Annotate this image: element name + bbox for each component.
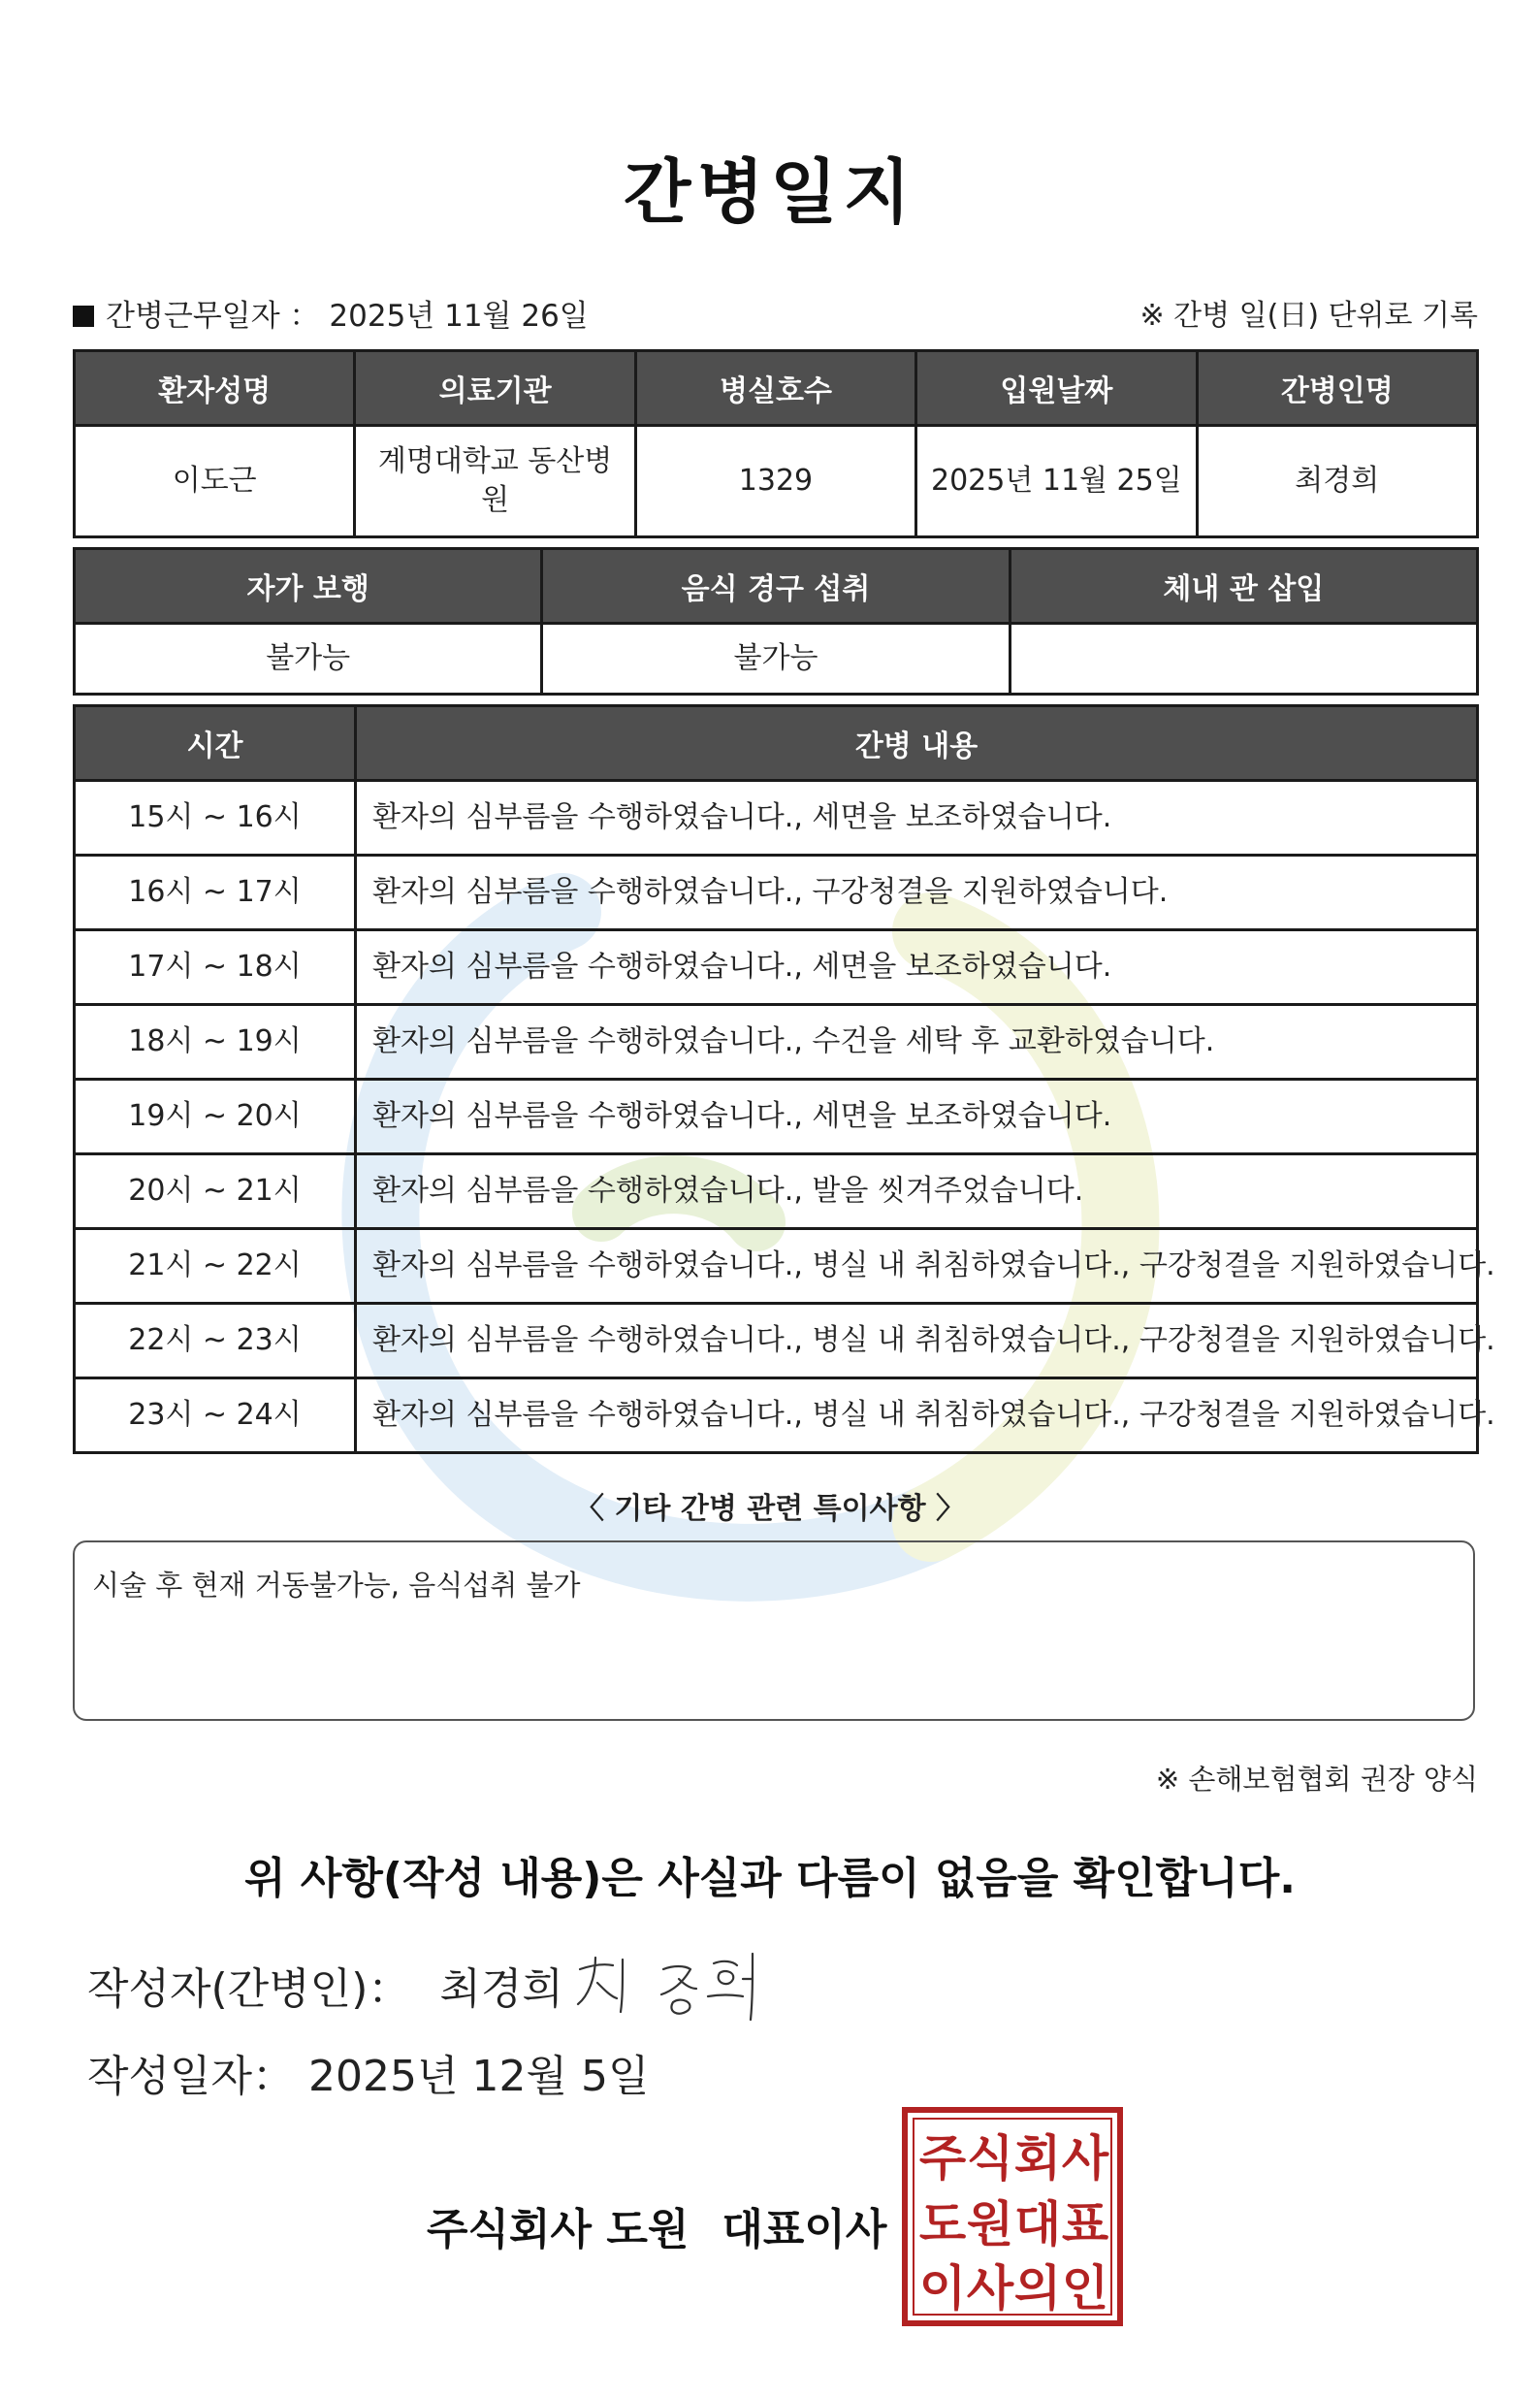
form-note: ※ 손해보험협회 권장 양식 [1155,1763,1478,1796]
header-admission-date: 입원날짜 [916,351,1197,426]
square-bullet-icon [73,306,94,327]
company-line [427,2194,886,2256]
svg-text:의: 의 [1013,2260,1062,2317]
company-name: 주식회사 도원 [427,2205,690,2254]
log-time: 21시 ~ 22시 [75,1229,356,1304]
header-care-content: 간병 내용 [356,706,1478,781]
log-content: 환자의 심부름을 수행하였습니다., 구강청결을 지원하였습니다. [356,856,1478,930]
writer-name: 최경희 [439,1964,563,2014]
written-date-line [87,2041,649,2103]
unit-note: ※ 간병 일(日) 단위로 기록 [1139,299,1478,333]
log-time: 19시 ~ 20시 [75,1080,356,1154]
log-content: 환자의 심부름을 수행하였습니다., 세면을 보조하였습니다. [356,781,1478,856]
table-row [75,1304,1478,1378]
svg-text:식: 식 [966,2130,1014,2187]
log-content: 환자의 심부름을 수행하였습니다., 세면을 보조하였습니다. [356,1080,1478,1154]
log-content: 환자의 심부름을 수행하였습니다., 발을 씻겨주었습니다. [356,1154,1478,1229]
confirmation-statement: 위 사항(작성 내용)은 사실과 다름이 없음을 확인합니다. [244,1854,1296,1903]
patient-info-value-row [75,426,1478,537]
header-caregiver-name: 간병인명 [1197,351,1477,426]
table-row [75,1005,1478,1080]
log-time: 23시 ~ 24시 [75,1378,356,1453]
written-date-label: 작성일자： [87,2052,296,2101]
svg-text:사: 사 [966,2260,1014,2317]
patient-status-table [73,547,1479,696]
svg-text:사: 사 [1061,2130,1109,2187]
table-row [75,781,1478,856]
caregiver-name: 최경희 [1197,426,1477,537]
log-content: 환자의 심부름을 수행하였습니다., 수건을 세탁 후 교환하였습니다. [356,1005,1478,1080]
log-content: 환자의 심부름을 수행하였습니다., 세면을 보조하였습니다. [356,930,1478,1005]
svg-text:대: 대 [1013,2196,1062,2252]
company-seal-stamp [902,2107,1123,2326]
svg-text:원: 원 [966,2196,1014,2252]
table-row [75,856,1478,930]
patient-info-table [73,349,1479,538]
svg-text:회: 회 [1013,2130,1062,2187]
special-notes-text: 시술 후 현재 거동불가능, 음식섭취 불가 [92,1569,581,1602]
table-row [75,1229,1478,1304]
self-walking-value: 불가능 [75,624,542,695]
written-date-value: 2025년 12월 5일 [308,2052,650,2101]
table-row [75,1080,1478,1154]
header-tube-insertion: 체내 관 삽입 [1010,549,1477,624]
patient-info-header-row [75,351,1478,426]
work-date-line [73,291,589,335]
room-number: 1329 [635,426,915,537]
care-log-table [73,704,1495,1454]
admission-date: 2025년 11월 25일 [916,426,1197,537]
work-date-separator: ： [289,299,320,334]
tube-insertion-value [1010,624,1477,695]
status-value-row [75,624,1478,695]
header-medical-institution: 의료기관 [355,351,635,426]
special-notes-box [73,1540,1475,1721]
svg-text:인: 인 [1061,2260,1109,2317]
work-date-label: 간병근무일자 [106,299,280,334]
log-time: 17시 ~ 18시 [75,930,356,1005]
log-content: 환자의 심부름을 수행하였습니다., 병실 내 취침하였습니다., 구강청결을 지원하였습니다. [356,1378,1478,1453]
company-title: 대표이사 [722,2205,887,2254]
log-time: 16시 ~ 17시 [75,856,356,930]
status-header-row [75,549,1478,624]
log-time: 15시 ~ 16시 [75,781,356,856]
svg-text:도: 도 [918,2196,967,2252]
patient-name: 이도근 [75,426,355,537]
oral-intake-value: 불가능 [542,624,1010,695]
svg-text:주: 주 [918,2130,967,2187]
svg-text:표: 표 [1061,2196,1109,2252]
header-oral-intake: 음식 경구 섭취 [542,549,1010,624]
header-time: 시간 [75,706,356,781]
table-row [75,1378,1478,1453]
table-row [75,930,1478,1005]
special-notes-title: 〈 기타 간병 관련 특이사항 〉 [574,1492,966,1526]
handwritten-signature [572,1940,766,2027]
header-self-walking: 자가 보행 [75,549,542,624]
header-patient-name: 환자성명 [75,351,355,426]
log-time: 20시 ~ 21시 [75,1154,356,1229]
log-header-row [75,706,1478,781]
work-date-value: 2025년 11월 26일 [329,299,589,334]
log-content: 환자의 심부름을 수행하였습니다., 병실 내 취침하였습니다., 구강청결을 지원하였습니다. [356,1304,1478,1378]
writer-line [87,1954,563,2016]
log-content: 환자의 심부름을 수행하였습니다., 병실 내 취침하였습니다., 구강청결을 지원하였습니다. [356,1229,1478,1304]
table-row [75,1154,1478,1229]
document-title: 간병일지 [623,151,917,233]
writer-label: 작성자(간병인)： [87,1964,411,2014]
log-time: 18시 ~ 19시 [75,1005,356,1080]
medical-institution: 계명대학교 동산병원 [355,426,635,537]
header-room-number: 병실호수 [635,351,915,426]
log-time: 22시 ~ 23시 [75,1304,356,1378]
svg-text:이: 이 [918,2260,967,2317]
